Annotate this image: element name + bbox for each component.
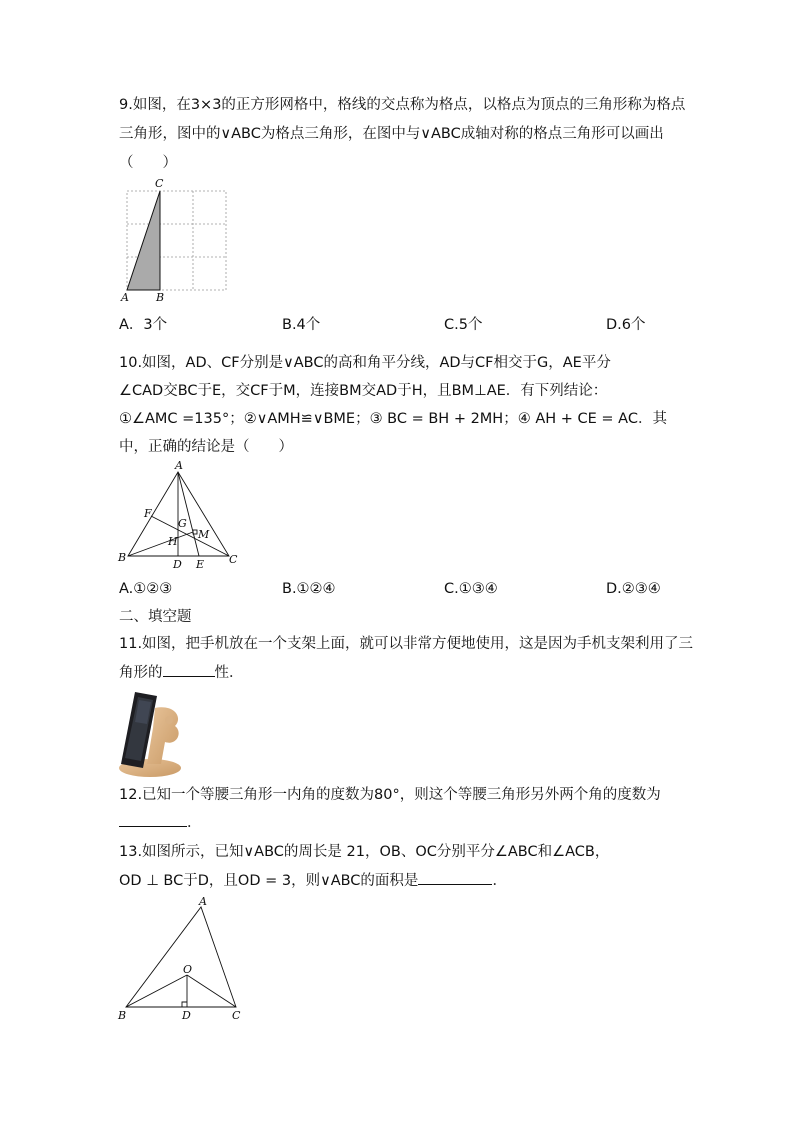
q10-label-g: G: [178, 517, 187, 530]
q9-label-b: B: [156, 291, 165, 304]
q13-label-a: A: [199, 895, 207, 908]
q13-triangle-figure: [115, 895, 250, 1025]
q13-label-o: O: [183, 963, 193, 976]
q10-option-c[interactable]: C.①③④: [444, 581, 498, 597]
q9-triangle: [127, 191, 160, 290]
q12-answer-blank[interactable]: [119, 812, 187, 827]
q13-line-1: 13.如图所示，已知∨ABC的周长是 21，OB、OC分别平分∠ABC和∠ACB，: [119, 844, 610, 860]
q13-label-c: C: [232, 1009, 241, 1022]
q13-line-2-pre: OD ⊥ BC于D，且OD = 3，则∨ABC的面积是: [119, 873, 419, 889]
q9-option-c[interactable]: C.5个: [444, 317, 483, 333]
section-title: 二、填空题: [119, 609, 192, 625]
q9-option-a[interactable]: A．3个: [119, 317, 168, 333]
q12-line-2-post: ．: [187, 815, 202, 831]
q10-label-d: D: [173, 558, 182, 571]
q13-label-b: B: [118, 1009, 127, 1022]
q9-option-d[interactable]: D.6个: [606, 317, 646, 333]
q9-line-2: 三角形，图中的∨ABC为格点三角形，在图中与∨ABC成轴对称的格点三角形可以画出: [119, 126, 664, 142]
q13-answer-blank[interactable]: [418, 870, 492, 885]
q11-line-1: 11.如图，把手机放在一个支架上面，就可以非常方便地使用，这是因为手机支架利用了三: [119, 636, 694, 652]
q10-label-b: B: [118, 551, 127, 564]
q12-line-2: [119, 812, 202, 833]
q9-label-a: A: [121, 291, 129, 304]
q9-grid-figure: [115, 175, 240, 305]
q11-line-2-pre: 角形的: [119, 665, 163, 681]
q9-line-3: （ ）: [119, 155, 177, 171]
q13-line-2: [119, 870, 507, 891]
q10-option-d[interactable]: D.②③④: [606, 581, 661, 597]
q11-line-2-post: 性．: [214, 665, 244, 681]
q10-label-a: A: [175, 459, 183, 472]
q10-line-3: ①∠AMC =135°；②∨AMH≌∨BME；③ BC = BH + 2MH；④ AH + CE = AC．其: [119, 411, 667, 427]
q11-answer-blank[interactable]: [163, 662, 215, 677]
q9-line-1: 9.如图，在3×3的正方形网格中，格线的交点称为格点，以格点为顶点的三角形称为格点: [119, 97, 686, 113]
q10-label-m: M: [198, 528, 210, 541]
q9-label-c: C: [155, 177, 164, 190]
q10-option-a[interactable]: A.①②③: [119, 581, 173, 597]
q12-line-1: 12.已知一个等腰三角形一内角的度数为80°，则这个等腰三角形另外两个角的度数为: [119, 787, 661, 803]
q10-label-c: C: [229, 553, 238, 566]
q13-line-2-post: ．: [492, 873, 507, 889]
q13-label-d: D: [182, 1009, 191, 1022]
q10-line-2: ∠CAD交BC于E，交CF于M，连接BM交AD于H，且BM⊥AE．有下列结论：: [119, 383, 608, 399]
q10-label-f: F: [144, 507, 152, 520]
q10-triangle-figure: [115, 460, 245, 575]
q10-label-h: H: [168, 535, 178, 548]
q9-option-b[interactable]: B.4个: [282, 317, 321, 333]
q10-line-4: 中，正确的结论是（ ）: [119, 439, 293, 455]
phone-stand-photo: [117, 688, 183, 778]
q10-option-b[interactable]: B.①②④: [282, 581, 336, 597]
q10-label-e: E: [196, 558, 205, 571]
q11-line-2: [119, 662, 244, 683]
q10-line-1: 10.如图，AD、CF分别是∨ABC的高和角平分线，AD与CF相交于G，AE平分: [119, 355, 611, 371]
